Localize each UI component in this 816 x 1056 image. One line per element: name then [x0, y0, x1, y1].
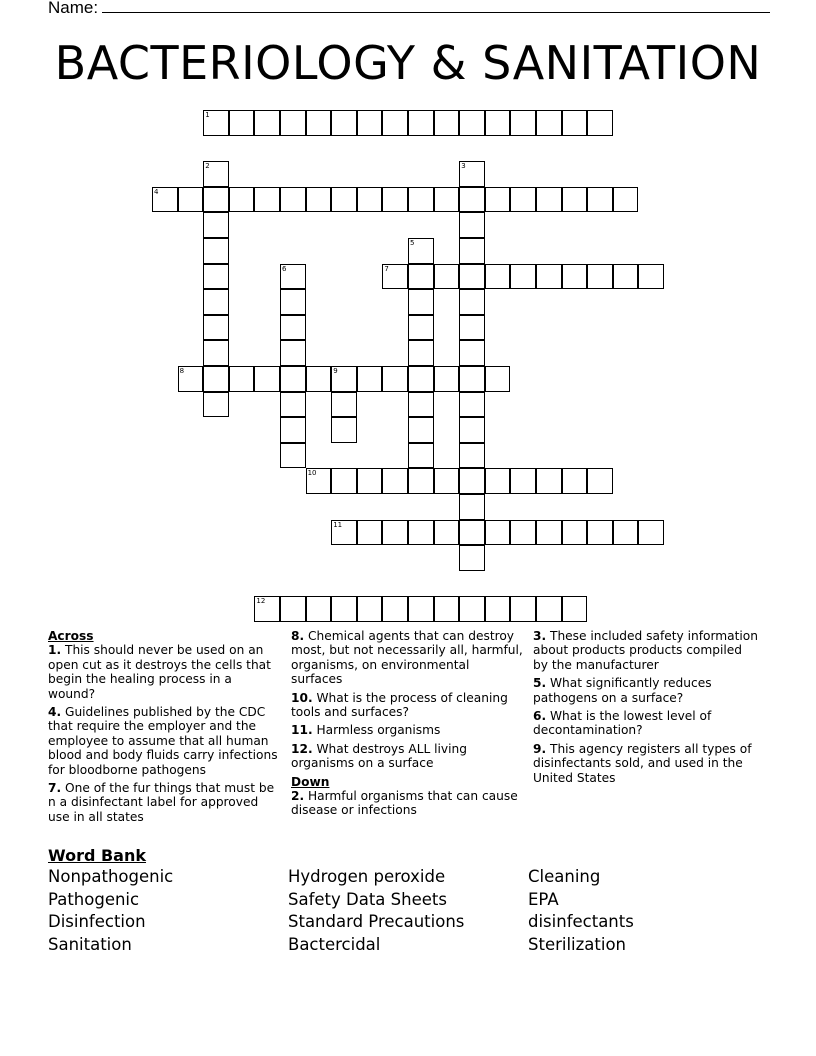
crossword-cell[interactable]	[536, 264, 562, 290]
crossword-cell[interactable]	[382, 366, 408, 392]
word-bank-item: Cleaning	[528, 867, 601, 886]
clue-down-6: 6. What is the lowest level of decontamination?	[533, 709, 712, 738]
crossword-cell[interactable]	[331, 468, 357, 494]
crossword-cell[interactable]	[382, 468, 408, 494]
crossword-cell[interactable]	[562, 187, 588, 213]
crossword-cell[interactable]	[152, 187, 178, 213]
crossword-cell[interactable]	[510, 264, 536, 290]
crossword-cell[interactable]	[536, 468, 562, 494]
crossword-cell[interactable]	[203, 238, 229, 264]
crossword-cell[interactable]	[203, 110, 229, 136]
clue-number-label: 10	[307, 469, 317, 478]
crossword-cell[interactable]	[357, 366, 383, 392]
crossword-cell[interactable]	[536, 596, 562, 622]
crossword-cell[interactable]	[178, 366, 204, 392]
crossword-cell[interactable]	[331, 596, 357, 622]
crossword-cell[interactable]	[434, 366, 460, 392]
name-label: Name:	[48, 0, 99, 17]
crossword-cell[interactable]	[203, 289, 229, 315]
clue-down-9: 9. This agency registers all types of disinfectants sold, and used in the United States	[533, 741, 752, 785]
crossword-cell[interactable]	[459, 212, 485, 238]
crossword-cell[interactable]	[408, 315, 434, 341]
word-bank-item: Sanitation	[48, 935, 132, 955]
clue-number-label: 2	[205, 162, 210, 171]
clue-number-label: 4	[154, 187, 159, 196]
crossword-cell[interactable]	[434, 596, 460, 622]
word-bank-title: Word Bank	[48, 846, 147, 865]
crossword-cell[interactable]	[459, 264, 485, 290]
crossword-cell[interactable]	[357, 596, 383, 622]
clue-number-label: 6	[282, 264, 287, 273]
crossword-cell[interactable]	[331, 110, 357, 136]
crossword-cell[interactable]	[382, 264, 408, 290]
crossword-cell[interactable]	[587, 110, 613, 136]
crossword-cell[interactable]	[408, 392, 434, 418]
crossword-cell[interactable]	[280, 264, 306, 290]
clue-number-label: 9	[333, 367, 338, 375]
clue-down-2: 2. Harmful organisms that can cause disease or infections	[291, 789, 518, 818]
crossword-cell[interactable]	[178, 187, 204, 213]
page-title: BACTERIOLOGY & SANITATION	[54, 36, 762, 90]
crossword-cell[interactable]	[306, 596, 332, 622]
crossword-cell[interactable]	[536, 520, 562, 546]
crossword-cell[interactable]	[280, 366, 306, 392]
crossword-cell[interactable]	[229, 366, 255, 392]
crossword-cell[interactable]	[587, 520, 613, 546]
crossword-cell[interactable]	[459, 187, 485, 213]
crossword-cell[interactable]	[459, 494, 485, 520]
crossword-cell[interactable]	[280, 289, 306, 315]
down-heading: Down	[291, 774, 330, 789]
crossword-cell[interactable]	[459, 596, 485, 622]
crossword-cell[interactable]	[510, 110, 536, 136]
crossword-cell[interactable]	[280, 315, 306, 341]
crossword-cell[interactable]	[331, 392, 357, 418]
crossword-cell[interactable]	[306, 187, 332, 213]
crossword-cell[interactable]	[485, 366, 511, 392]
crossword-cell[interactable]	[331, 366, 357, 392]
crossword-cell[interactable]	[562, 520, 588, 546]
crossword-cell[interactable]	[613, 187, 639, 213]
crossword-cell[interactable]	[331, 417, 357, 443]
clue-column-3	[533, 629, 759, 789]
crossword-cell[interactable]	[536, 187, 562, 213]
crossword-cell[interactable]	[459, 520, 485, 546]
crossword-cell[interactable]	[408, 340, 434, 366]
clue-column-1	[48, 629, 280, 828]
crossword-cell[interactable]	[510, 596, 536, 622]
crossword-cell[interactable]	[485, 187, 511, 213]
crossword-cell[interactable]	[280, 392, 306, 418]
clue-across-7: 7. One of the fur things that must be n a disinfectant label for approved use in all states	[48, 781, 275, 824]
crossword-cell[interactable]	[408, 366, 434, 392]
crossword-cell[interactable]	[459, 238, 485, 264]
crossword-cell[interactable]	[331, 187, 357, 213]
crossword-cell[interactable]	[280, 110, 306, 136]
crossword-cell[interactable]	[408, 110, 434, 136]
clue-across-11: 11. Harmless organisms	[291, 723, 441, 738]
crossword-cell[interactable]	[459, 417, 485, 443]
crossword-cell[interactable]	[408, 289, 434, 315]
crossword-cell[interactable]	[485, 264, 511, 290]
clue-number-label: 11	[333, 520, 343, 529]
crossword-cell[interactable]	[459, 392, 485, 418]
word-bank-item: Disinfection	[48, 912, 146, 932]
clue-number-label: 5	[410, 239, 415, 247]
crossword-cell[interactable]	[613, 520, 639, 546]
crossword-cell[interactable]	[331, 520, 357, 546]
crossword-cell[interactable]	[203, 366, 229, 392]
crossword-cell[interactable]	[382, 596, 408, 622]
clue-down-3: 3. These included safety information about products products compiled by the manufacturer	[533, 629, 758, 672]
word-bank-item: Nonpathogenic	[48, 867, 174, 886]
crossword-cell[interactable]	[510, 468, 536, 494]
crossword-cell[interactable]	[357, 468, 383, 494]
crossword-cell[interactable]	[306, 110, 332, 136]
crossword-cell[interactable]	[203, 315, 229, 341]
crossword-cell[interactable]	[229, 187, 255, 213]
crossword-cell[interactable]	[459, 315, 485, 341]
clue-number-label: 8	[179, 367, 185, 375]
crossword-cell[interactable]	[280, 596, 306, 622]
word-bank-item: Bactercidal	[288, 935, 381, 955]
word-bank-item: Sterilization	[528, 935, 627, 955]
crossword-cell[interactable]	[459, 366, 485, 392]
word-bank-item: Hydrogen peroxide	[288, 867, 446, 886]
crossword-cell[interactable]	[280, 187, 306, 213]
crossword-cell[interactable]	[203, 340, 229, 366]
clue-number-label: 12	[256, 597, 266, 606]
crossword-cell[interactable]	[280, 340, 306, 366]
crossword-cell[interactable]	[638, 264, 664, 290]
crossword-cell[interactable]	[203, 212, 229, 238]
crossword-cell[interactable]	[485, 468, 511, 494]
crossword-cell[interactable]	[203, 392, 229, 418]
crossword-cell[interactable]	[357, 520, 383, 546]
crossword-cell[interactable]	[459, 468, 485, 494]
crossword-cell[interactable]	[613, 264, 639, 290]
clue-number-label: 7	[384, 264, 389, 273]
crossword-cell[interactable]	[562, 468, 588, 494]
word-bank-item: EPA	[528, 889, 559, 909]
crossword-cell[interactable]	[510, 187, 536, 213]
clue-across-1: 1. This should never be used on an open cut as it destroys the cells that begin the healing process in a wound?	[48, 643, 271, 701]
crossword-cell[interactable]	[510, 520, 536, 546]
crossword-cell[interactable]	[434, 264, 460, 290]
crossword-cell[interactable]	[408, 187, 434, 213]
word-bank-item: Safety Data Sheets	[288, 889, 447, 909]
crossword-cell[interactable]	[587, 187, 613, 213]
crossword-cell[interactable]	[638, 520, 664, 546]
crossword-cell[interactable]	[459, 340, 485, 366]
crossword-cell[interactable]	[459, 545, 485, 571]
clue-number-label: 3	[461, 162, 466, 171]
word-bank-column-1	[48, 866, 173, 957]
across-heading: Across	[48, 629, 94, 643]
crossword-cell[interactable]	[382, 520, 408, 546]
crossword-cell[interactable]	[254, 366, 280, 392]
clue-number-label: 1	[205, 111, 210, 119]
crossword-cell[interactable]	[459, 443, 485, 469]
clue-down-5: 5. What significantly reduces pathogens on a surface?	[533, 676, 712, 705]
crossword-cell[interactable]	[434, 520, 460, 546]
crossword-cell[interactable]	[203, 161, 229, 187]
crossword-cell[interactable]	[562, 596, 588, 622]
clue-across-10: 10. What is the process of cleaning tools and surfaces?	[291, 690, 508, 720]
crossword-cell[interactable]	[280, 417, 306, 443]
crossword-cell[interactable]	[562, 264, 588, 290]
crossword-cell[interactable]	[408, 264, 434, 290]
crossword-cell[interactable]	[408, 520, 434, 546]
crossword-cell[interactable]	[203, 187, 229, 213]
clue-across-4: 4. Guidelines published by the CDC that require the employer and the employee to assume that all human blood and body fluids carry infections for bloodborne pathogens	[48, 705, 278, 777]
crossword-cell[interactable]	[382, 187, 408, 213]
crossword-cell[interactable]	[434, 187, 460, 213]
crossword-cell[interactable]	[587, 468, 613, 494]
crossword-cell[interactable]	[203, 264, 229, 290]
crossword-cell[interactable]	[306, 468, 332, 494]
crossword-cell[interactable]	[434, 110, 460, 136]
clue-column-2	[291, 629, 523, 822]
word-bank-column-3	[528, 866, 634, 957]
crossword-cell[interactable]	[408, 596, 434, 622]
crossword-cell[interactable]	[459, 161, 485, 187]
crossword-cell[interactable]	[485, 110, 511, 136]
crossword-cell[interactable]	[536, 110, 562, 136]
crossword-cell[interactable]	[408, 468, 434, 494]
crossword-cell[interactable]	[459, 289, 485, 315]
crossword-cell[interactable]	[254, 596, 280, 622]
clue-across-8: 8. Chemical agents that can destroy most, but not necessarily all, harmful, organisms, on environmental surfaces	[291, 629, 523, 687]
crossword-cell[interactable]	[562, 110, 588, 136]
word-bank-column-2	[288, 866, 464, 957]
crossword-cell[interactable]	[587, 264, 613, 290]
crossword-cell[interactable]	[485, 520, 511, 546]
crossword-cell[interactable]	[254, 110, 280, 136]
crossword-cell[interactable]	[229, 110, 255, 136]
crossword-cell[interactable]	[382, 110, 408, 136]
crossword-cell[interactable]	[357, 187, 383, 213]
crossword-cell[interactable]	[408, 417, 434, 443]
crossword-cell[interactable]	[254, 187, 280, 213]
word-bank-item: Pathogenic	[48, 889, 140, 909]
word-bank-item: disinfectants	[528, 912, 634, 932]
clue-across-12: 12. What destroys ALL living organisms on a surface	[291, 741, 467, 771]
crossword-cell[interactable]	[485, 596, 511, 622]
crossword-cell[interactable]	[408, 443, 434, 469]
crossword-cell[interactable]	[306, 366, 332, 392]
word-bank-item: Standard Precautions	[288, 912, 465, 932]
crossword-cell[interactable]	[408, 238, 434, 264]
crossword-cell[interactable]	[434, 468, 460, 494]
crossword-cell[interactable]	[357, 110, 383, 136]
crossword-cell[interactable]	[280, 443, 306, 469]
crossword-cell[interactable]	[459, 110, 485, 136]
